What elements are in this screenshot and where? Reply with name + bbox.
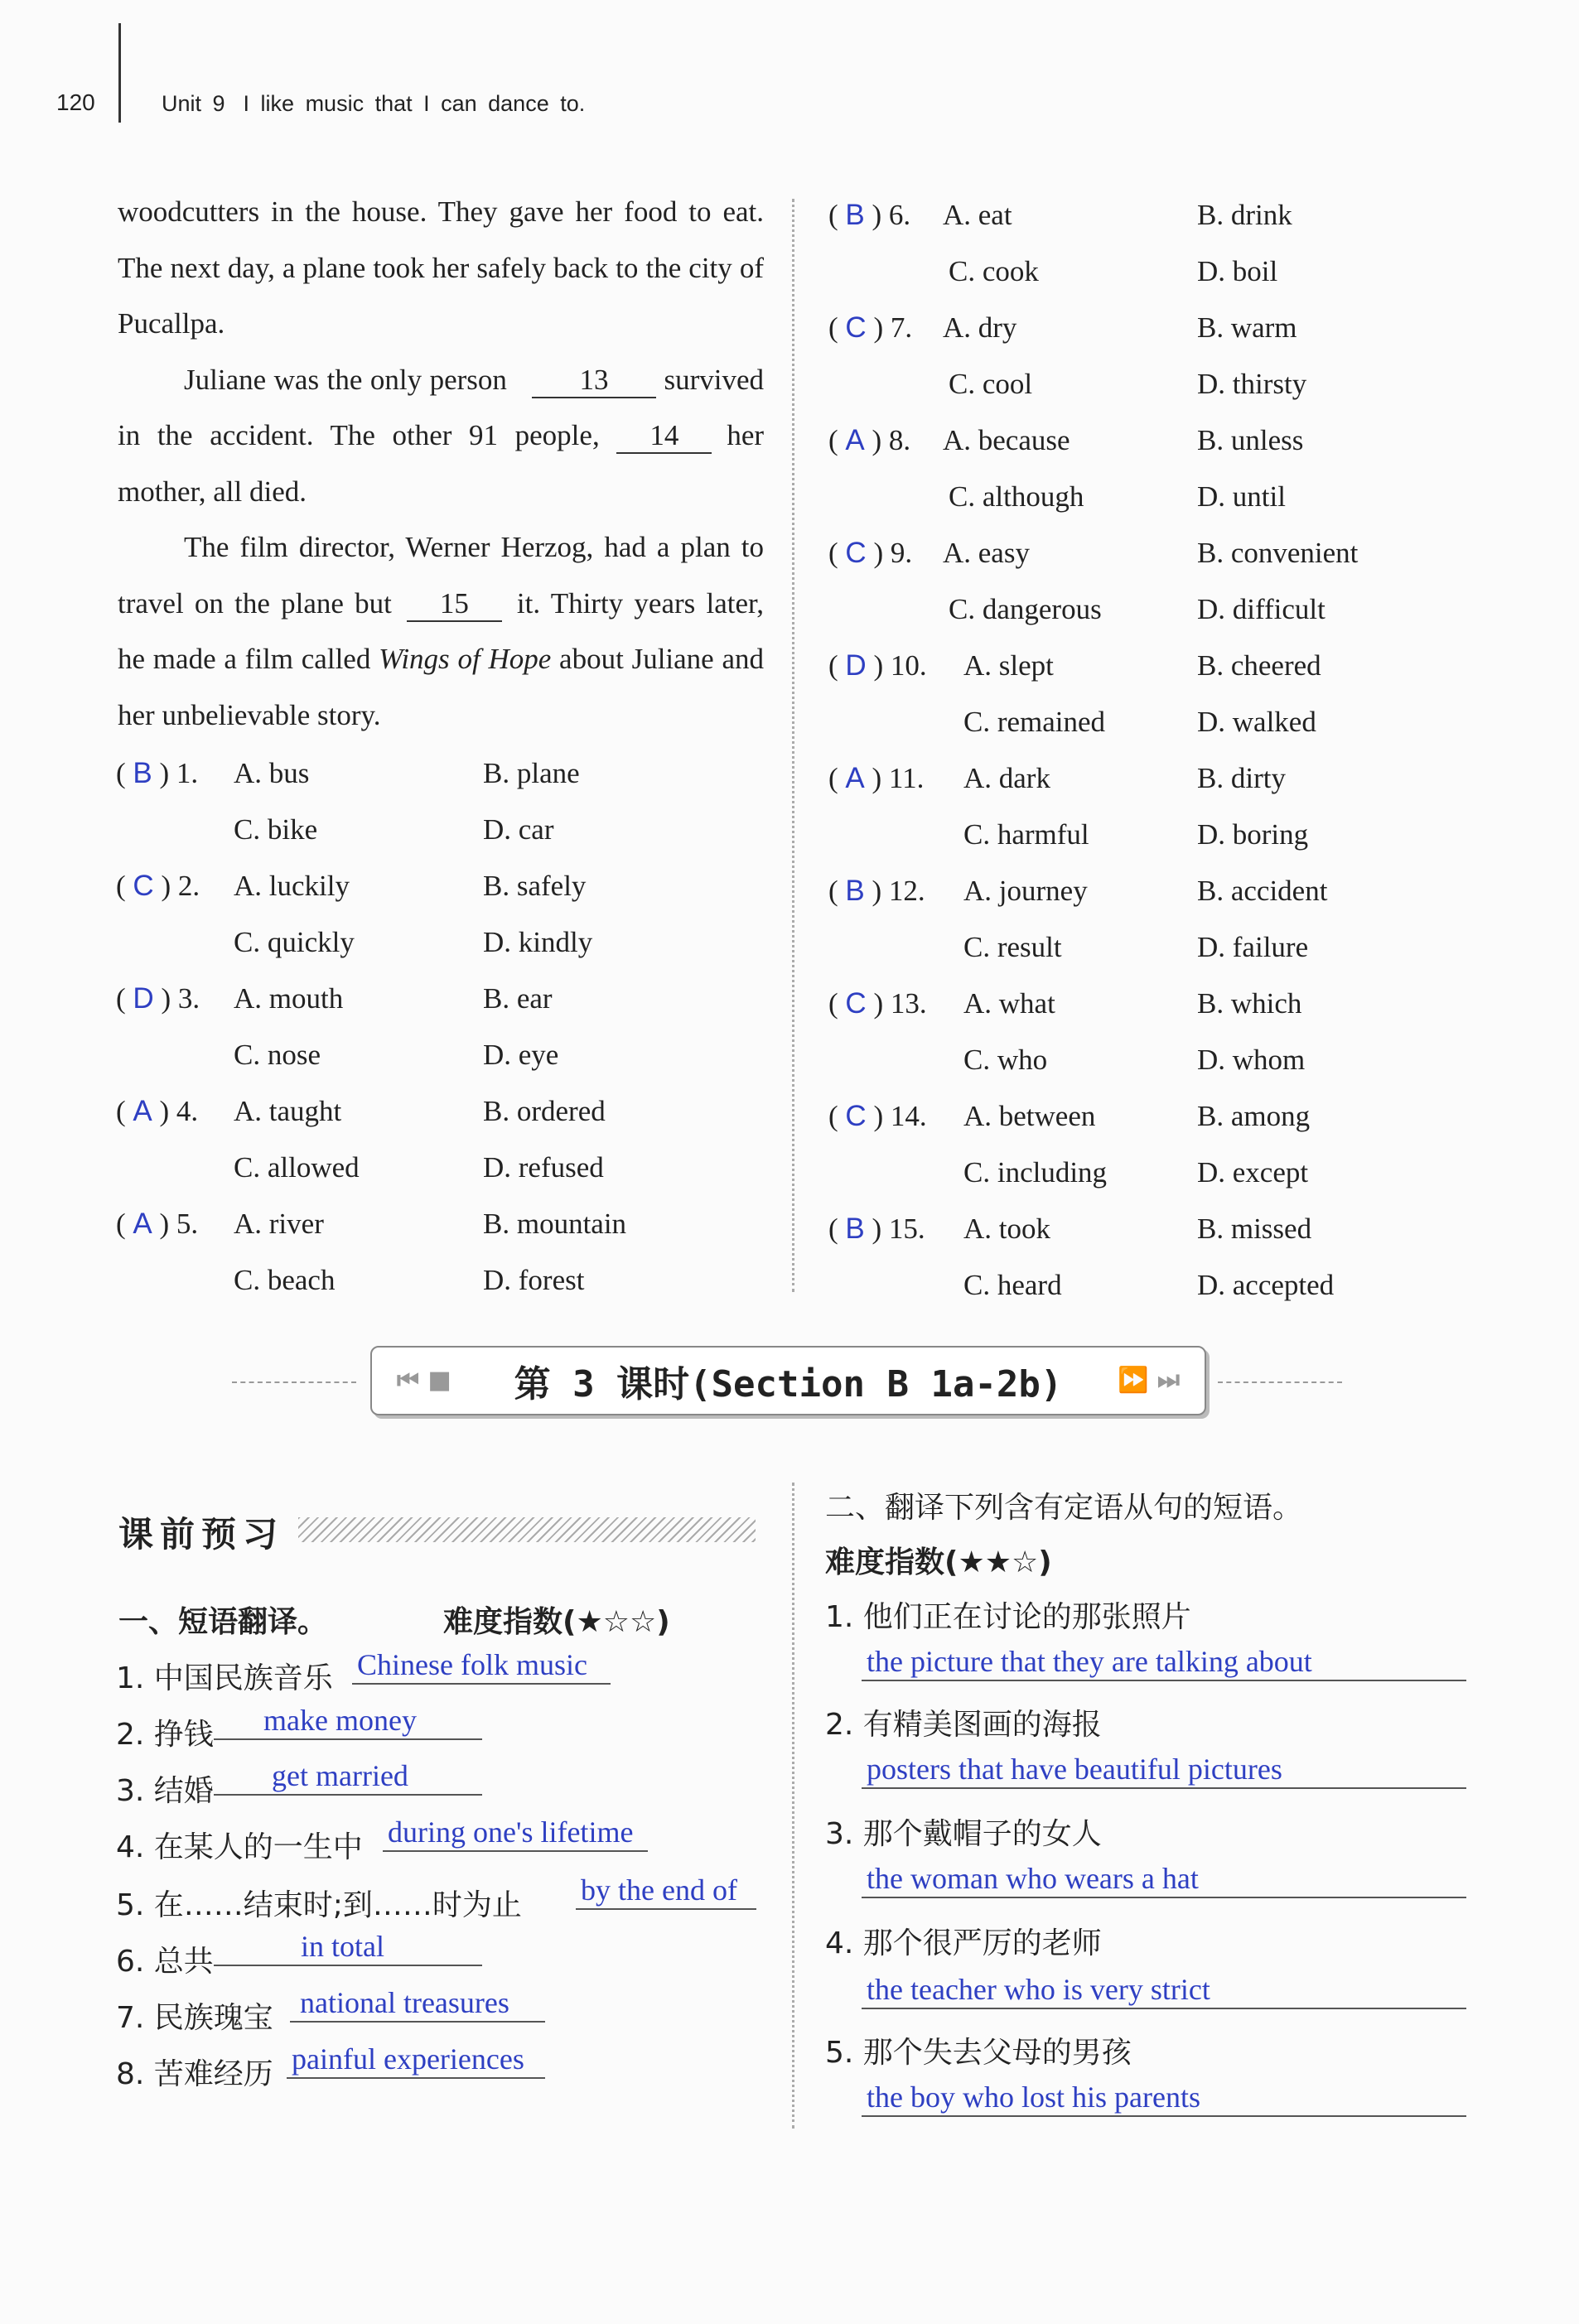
sentence-cn: 4. 那个很严厉的老师 bbox=[825, 1926, 1102, 1960]
option-c: C. bike bbox=[234, 813, 318, 846]
sentence-answer: the boy who lost his parents bbox=[862, 2079, 1466, 2117]
answer: B bbox=[845, 1213, 865, 1245]
answer: C bbox=[845, 1100, 867, 1132]
question-14: ( C ) 14. bbox=[828, 1100, 927, 1132]
question-5: ( A ) 5. bbox=[116, 1208, 199, 1240]
unit-header bbox=[162, 91, 603, 117]
difficulty-stars: ★★☆ bbox=[958, 1545, 1039, 1579]
option-c: C. harmful bbox=[963, 818, 1089, 851]
column-divider-bottom bbox=[792, 1483, 794, 2129]
phrase-cn: 8. 苦难经历 bbox=[116, 2057, 273, 2091]
answer: D bbox=[133, 982, 154, 1015]
option-d: D. until bbox=[1197, 480, 1286, 513]
option-a: A. what bbox=[963, 987, 1055, 1020]
phrase-answer: get married bbox=[214, 1757, 482, 1796]
option-c: C. who bbox=[963, 1044, 1048, 1076]
unit-title: I like music that I can dance to. bbox=[243, 91, 586, 116]
option-c: C. cool bbox=[949, 368, 1033, 400]
sentence-answer: the woman who wears a hat bbox=[862, 1860, 1466, 1898]
option-c: C. including bbox=[963, 1156, 1108, 1189]
option-b: B. among bbox=[1197, 1100, 1311, 1132]
option-b: B. unless bbox=[1197, 424, 1304, 456]
question-15: ( B ) 15. bbox=[828, 1213, 925, 1245]
answer: B bbox=[133, 757, 152, 789]
option-d: D. refused bbox=[483, 1151, 604, 1184]
passage-paragraph-1: woodcutters in the house. They gave her food to eat. The next day, a plane took her safely back to the city of Pucallpa. bbox=[118, 195, 764, 340]
answer: A bbox=[133, 1095, 152, 1127]
option-c: C. allowed bbox=[234, 1151, 360, 1184]
sentence-answer: posters that have beautiful pictures bbox=[862, 1751, 1466, 1789]
option-b: B. accident bbox=[1197, 875, 1328, 907]
reading-passage bbox=[118, 184, 764, 743]
passage-paragraph-2: Juliane was the only person 13 survived in the accident. The other 91 people, 14 her mother, all died. bbox=[118, 363, 765, 508]
option-b: B. safely bbox=[483, 870, 587, 902]
phrase-answer: by the end of bbox=[576, 1872, 756, 1910]
answer: B bbox=[845, 875, 865, 907]
option-b: B. missed bbox=[1197, 1213, 1312, 1245]
question-12: ( B ) 12. bbox=[828, 875, 925, 907]
option-d: D. boil bbox=[1197, 255, 1278, 287]
question-11: ( A ) 11. bbox=[828, 762, 925, 794]
sentence-answer: the picture that they are talking about bbox=[862, 1643, 1466, 1681]
banner-line-left bbox=[232, 1381, 356, 1383]
sentence-cn: 1. 他们正在讨论的那张照片 bbox=[825, 1600, 1191, 1634]
option-a: A. dry bbox=[943, 311, 1017, 344]
column-divider-top bbox=[792, 199, 794, 1292]
option-b: B. ordered bbox=[483, 1095, 606, 1127]
option-b: B. ear bbox=[483, 982, 553, 1015]
option-d: D. forest bbox=[483, 1264, 585, 1296]
option-b: B. drink bbox=[1197, 199, 1292, 231]
option-a: A. dark bbox=[963, 762, 1050, 794]
option-d: D. eye bbox=[483, 1039, 559, 1071]
blank-14: 14 bbox=[616, 419, 712, 454]
phrase-cn: 1. 中国民族音乐 bbox=[116, 1661, 333, 1695]
unit-label: Unit 9 bbox=[162, 91, 225, 116]
film-title: Wings of Hope bbox=[379, 643, 552, 675]
option-a: A. taught bbox=[234, 1095, 342, 1127]
option-d: D. accepted bbox=[1197, 1269, 1335, 1301]
option-b: B. dirty bbox=[1197, 762, 1286, 794]
question-13: ( C ) 13. bbox=[828, 987, 927, 1020]
option-a: A. between bbox=[963, 1100, 1096, 1132]
option-a: A. because bbox=[943, 424, 1070, 456]
skip-forward-icon: ⏩ ⏭ bbox=[1118, 1366, 1180, 1395]
section-title: 第 3 课时(Section B 1a-2b) bbox=[514, 1363, 1063, 1405]
answer: B bbox=[845, 199, 865, 231]
part1-heading: 一、短语翻译。 bbox=[118, 1605, 328, 1639]
option-b: B. plane bbox=[483, 757, 580, 789]
part2-difficulty: 难度指数(★★☆) bbox=[825, 1545, 1052, 1579]
phrase-answer: national treasures bbox=[290, 1984, 545, 2023]
answer: C bbox=[133, 870, 154, 902]
answer: D bbox=[845, 649, 867, 682]
option-a: A. river bbox=[234, 1208, 324, 1240]
phrase-answer: make money bbox=[214, 1702, 482, 1740]
option-d: D. except bbox=[1197, 1156, 1309, 1189]
blank-15: 15 bbox=[407, 587, 502, 622]
difficulty-stars: ★☆☆ bbox=[576, 1605, 657, 1639]
phrase-answer: painful experiences bbox=[287, 2041, 545, 2079]
option-a: A. journey bbox=[963, 875, 1088, 907]
question-9: ( C ) 9. bbox=[828, 537, 913, 569]
option-b: B. warm bbox=[1197, 311, 1297, 344]
option-c: C. nose bbox=[234, 1039, 321, 1071]
answer: C bbox=[845, 537, 867, 569]
option-a: A. took bbox=[963, 1213, 1050, 1245]
option-c: C. heard bbox=[963, 1269, 1062, 1301]
option-c: C. cook bbox=[949, 255, 1039, 287]
option-c: C. beach bbox=[234, 1264, 336, 1296]
option-c: C. dangerous bbox=[949, 593, 1102, 625]
question-8: ( A ) 8. bbox=[828, 424, 911, 456]
option-a: A. bus bbox=[234, 757, 310, 789]
phrase-answer: during one's lifetime bbox=[383, 1814, 648, 1852]
phrase-answer: Chinese folk music bbox=[352, 1647, 611, 1685]
phrase-cn: 2. 挣钱 bbox=[116, 1718, 214, 1752]
banner-line-right bbox=[1218, 1381, 1342, 1383]
option-d: D. whom bbox=[1197, 1044, 1306, 1076]
phrase-cn: 5. 在……结束时;到……时为止 bbox=[116, 1888, 522, 1922]
answer: C bbox=[845, 311, 867, 344]
option-d: D. kindly bbox=[483, 926, 593, 958]
option-a: A. slept bbox=[963, 649, 1054, 682]
phrase-answer: in total bbox=[214, 1928, 482, 1966]
option-b: B. which bbox=[1197, 987, 1302, 1020]
option-b: B. mountain bbox=[483, 1208, 627, 1240]
question-7: ( C ) 7. bbox=[828, 311, 913, 344]
passage-paragraph-3: The film director, Werner Herzog, had a plan to travel on the plane but 15 it. Thirty years later, he made a film called Wings of Hope about Juliane and her unbelievable story. bbox=[118, 531, 765, 731]
question-1: ( B ) 1. bbox=[116, 757, 199, 789]
phrase-cn: 6. 总共 bbox=[116, 1945, 214, 1979]
option-c: C. remained bbox=[963, 706, 1106, 738]
answer: A bbox=[133, 1208, 152, 1240]
header-divider bbox=[118, 23, 121, 123]
phrase-cn: 7. 民族瑰宝 bbox=[116, 2001, 273, 2035]
preview-title: 课前预习 bbox=[118, 1514, 285, 1555]
question-2: ( C ) 2. bbox=[116, 870, 200, 902]
option-b: B. convenient bbox=[1197, 537, 1359, 569]
sentence-answer: the teacher who is very strict bbox=[862, 1971, 1466, 2009]
option-c: C. quickly bbox=[234, 926, 355, 958]
phrase-cn: 4. 在某人的一生中 bbox=[116, 1830, 363, 1864]
option-a: A. easy bbox=[943, 537, 1030, 569]
sentence-cn: 5. 那个失去父母的男孩 bbox=[825, 2036, 1132, 2070]
part1-difficulty: 难度指数(★☆☆) bbox=[443, 1605, 670, 1639]
option-a: A. mouth bbox=[234, 982, 344, 1015]
question-3: ( D ) 3. bbox=[116, 982, 200, 1015]
option-d: D. walked bbox=[1197, 706, 1316, 738]
blank-13: 13 bbox=[532, 364, 656, 398]
part2-heading: 二、翻译下列含有定语从句的短语。 bbox=[825, 1491, 1303, 1525]
phrase-cn: 3. 结婚 bbox=[116, 1774, 214, 1808]
skip-back-icon: ⏮ ■ bbox=[397, 1366, 451, 1395]
option-d: D. thirsty bbox=[1197, 368, 1307, 400]
page-number: 120 bbox=[56, 89, 95, 115]
sentence-cn: 2. 有精美图画的海报 bbox=[825, 1708, 1102, 1742]
option-a: A. eat bbox=[943, 199, 1012, 231]
option-a: A. luckily bbox=[234, 870, 350, 902]
option-d: D. difficult bbox=[1197, 593, 1325, 625]
answer: A bbox=[845, 762, 865, 794]
question-6: ( B ) 6. bbox=[828, 199, 911, 231]
option-d: D. car bbox=[483, 813, 554, 846]
option-c: C. although bbox=[949, 480, 1084, 513]
question-10: ( D ) 10. bbox=[828, 649, 927, 682]
option-c: C. result bbox=[963, 931, 1062, 963]
title-stripes bbox=[298, 1517, 756, 1542]
question-4: ( A ) 4. bbox=[116, 1095, 199, 1127]
answer: A bbox=[845, 424, 865, 456]
option-d: D. failure bbox=[1197, 931, 1309, 963]
option-b: B. cheered bbox=[1197, 649, 1321, 682]
option-d: D. boring bbox=[1197, 818, 1309, 851]
answer: C bbox=[845, 987, 867, 1020]
sentence-cn: 3. 那个戴帽子的女人 bbox=[825, 1817, 1102, 1851]
section-banner bbox=[370, 1346, 1206, 1415]
